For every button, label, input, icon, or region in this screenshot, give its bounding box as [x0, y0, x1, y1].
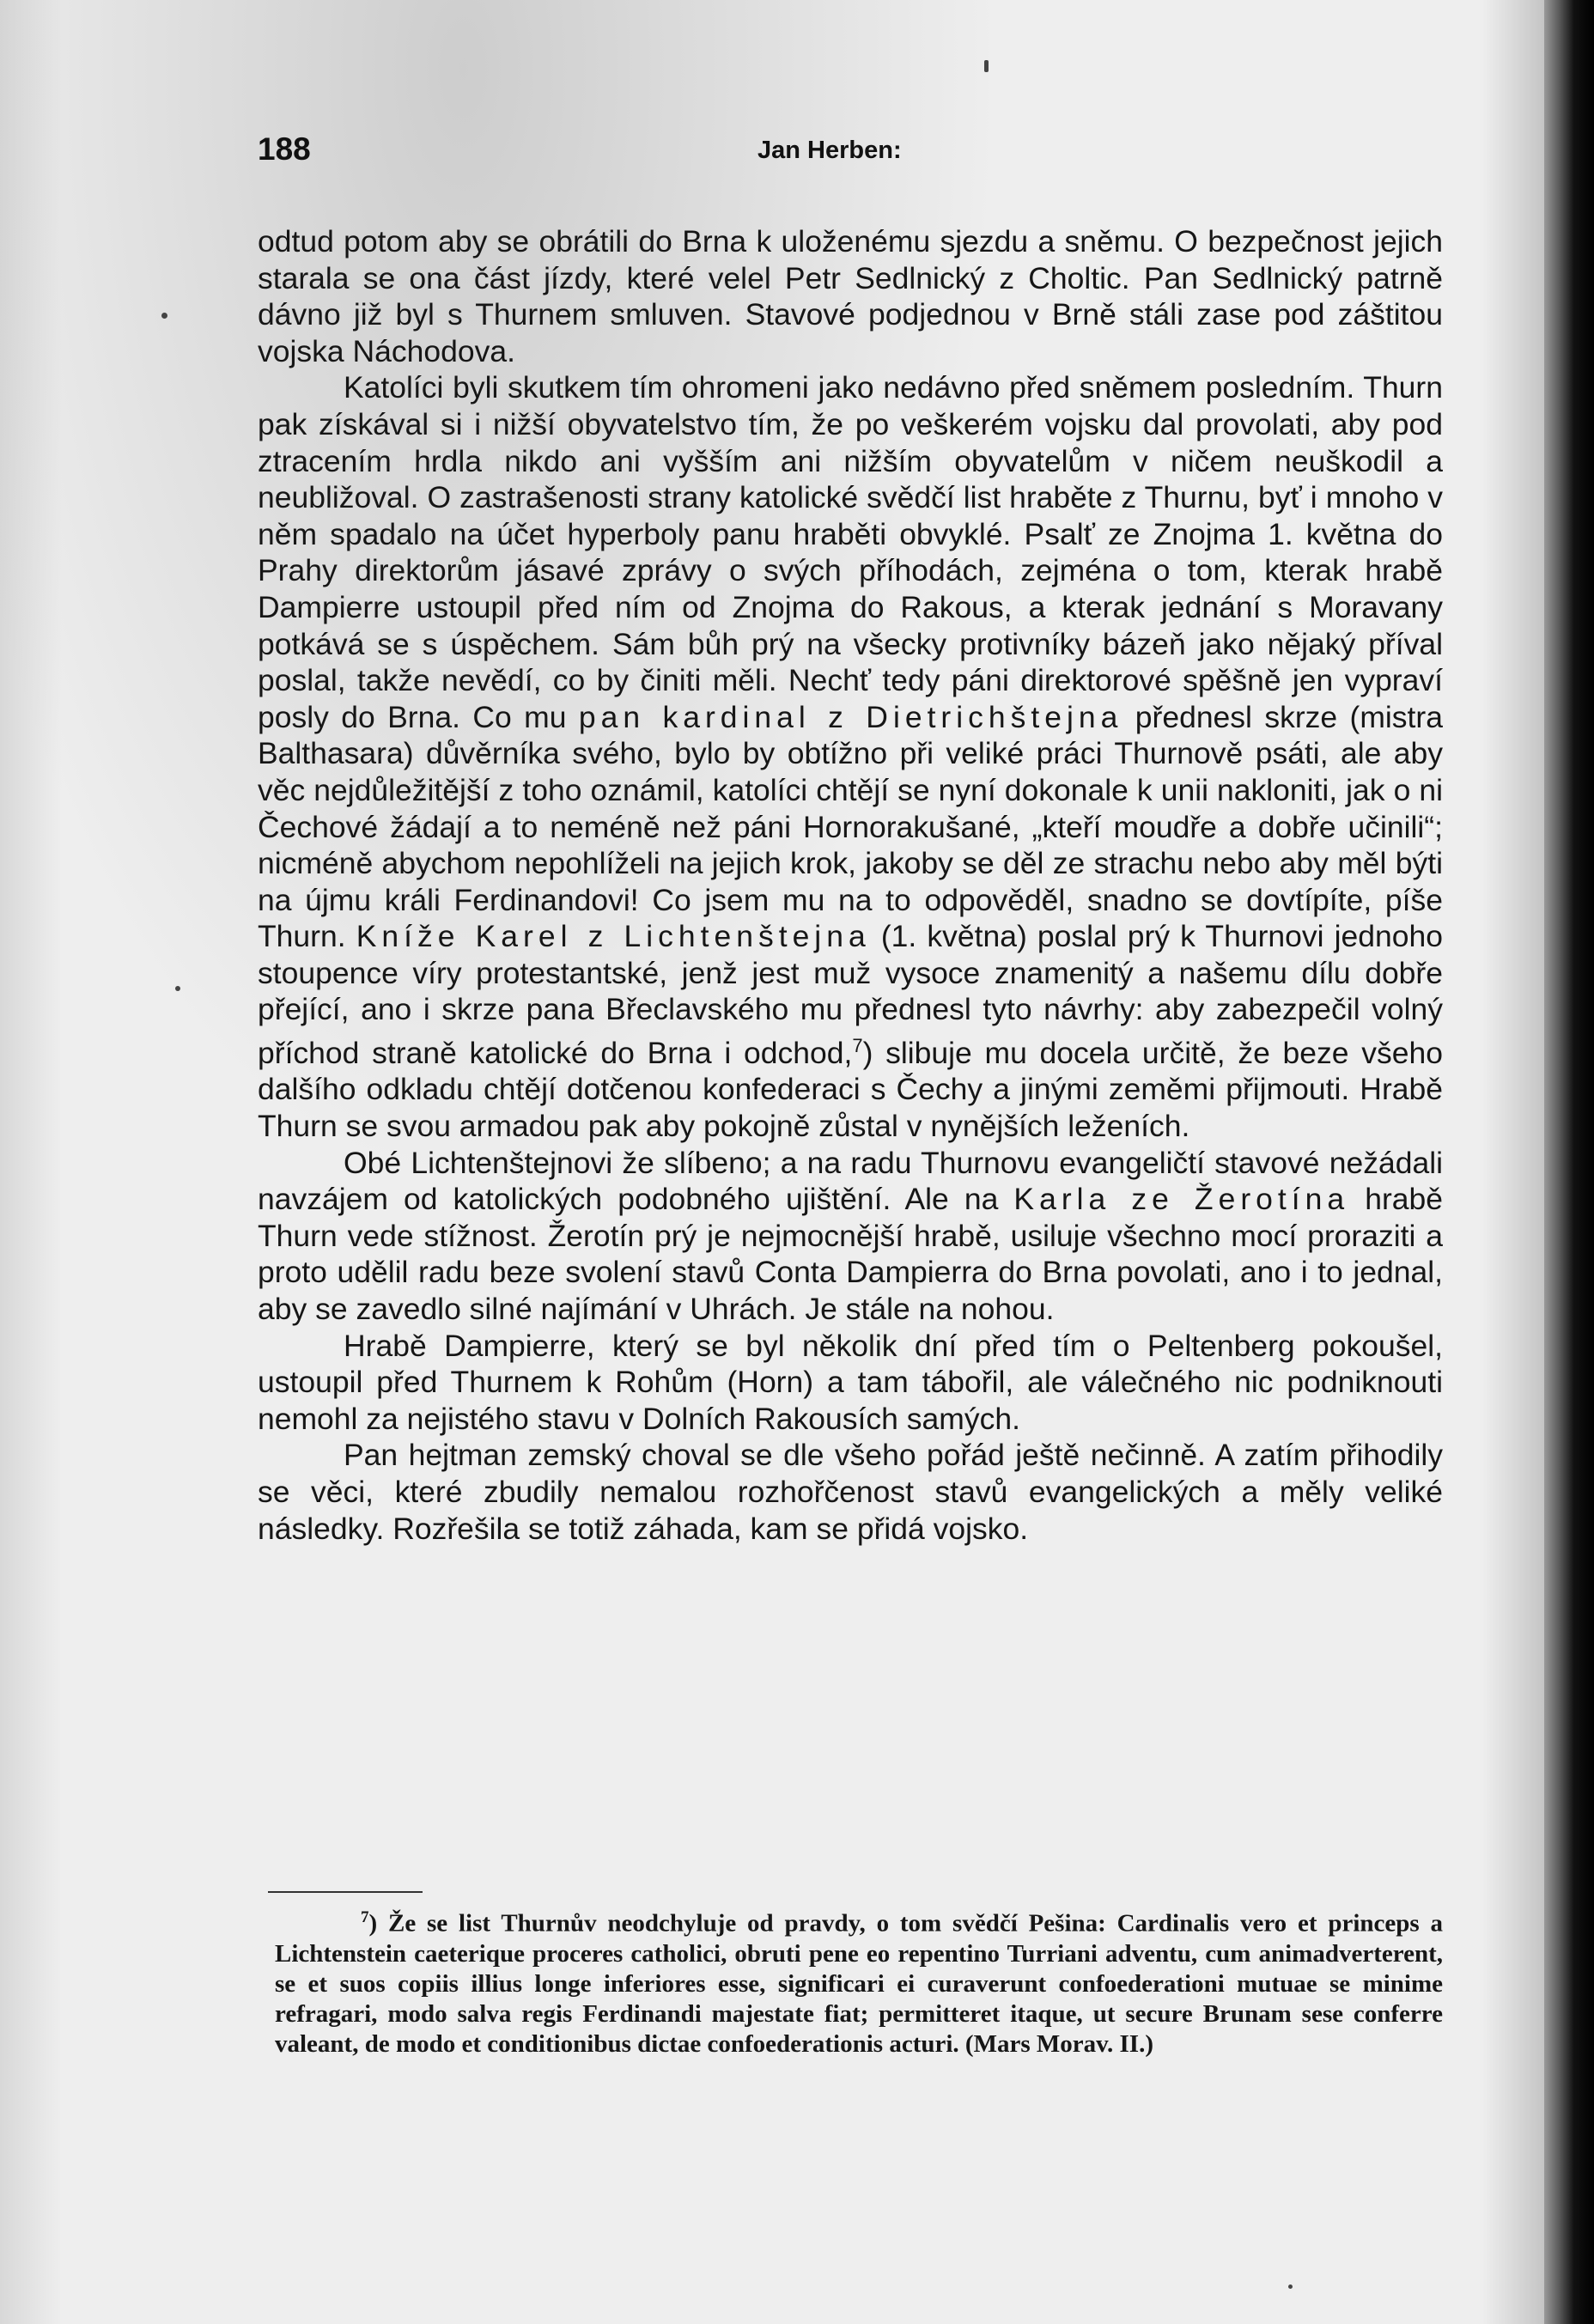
paragraph-2 [258, 369, 1443, 1144]
footnote-reference: 7 [852, 1035, 863, 1057]
footnote [275, 1902, 1443, 2059]
main-text [258, 223, 1443, 1547]
footnote-marker: 7 [361, 1908, 369, 1926]
spaced-name-lichtenstejn: Kníže Karel z Lichtenštejna [356, 919, 871, 954]
footnote-rule [268, 1891, 423, 1893]
footnote-body: ) Že se list Thurnův neodchyluje od pravdy, o tom svědčí Pešina: Cardinalis vero et princeps a Lichtenstein caeterique proceres catholici, obruti pene eo repentino Turriani adventu, cum animadverterent, se et suos copiis illius longe inferiores esse, significari ei curaverunt confoederationi mutuae se minime refragari, modo salva regis Ferdinandi majestate fiat; permitteret itaque, ut secure Brunam sese conferre valeant, de modo et conditionibus dictae confoederationis acturi. (Mars Morav. II.) [275, 1909, 1443, 2058]
spaced-name-zerotin: Karla ze Žerotína [1013, 1182, 1350, 1217]
spaced-name-kardinal: pan kardinal z Dietrichštejna [578, 699, 1123, 734]
scan-speck [161, 313, 167, 319]
running-head [258, 131, 1443, 174]
paragraph-2-part-c: přednesl skrze (mistra Balthasara) důvěrníka svého, bylo by obtížno při veliké práci Thurnově psáti, ale aby věc nejdůležitější z toho oznámil, katolíci chtějí se nyní dokonale k unii nakloniti, jak o ni Čechové žádají a to neméně než páni Hornorakušané, „kteří moudře a dobře učinili“; nicméně abychom nepohlíželi na jejich krok, jakoby se děl ze strachu nebo aby měl býti na újmu králi Ferdinandovi! Co jsem mu na to odpověděl, snadno se dovtípíte, píše Thurn. [258, 699, 1443, 954]
page-number: 188 [258, 131, 311, 167]
scan-speck [175, 986, 180, 991]
paragraph-5: Pan hejtman zemský choval se dle všeho pořád ještě nečinně. A zatím přihodily se věci, které zbudily nemalou rozhořčenost stavů evangelických a měly veliké následky. Rozřešila se totiž záhada, kam se přidá vojsko. [258, 1438, 1443, 1546]
footnote-text [275, 1902, 1443, 2059]
paragraph-2-part-e: (1. května) poslal prý k Thurnovi jednoho stoupence víry protestantské, jenž jest muž vysoce znamenitý a našemu dílu dobře přející, ano i skrze pana Břeclavského mu přednesl tyto návrhy: aby zabezpečil volný příchod straně katolické do Brna i odchod, [258, 919, 1443, 1070]
paragraph-4: Hrabě Dampierre, který se byl několik dní před tím o Peltenberg pokoušel, ustoupil před Thurnem k Rohům (Horn) a tam tábořil, ale válečného nic podniknouti nemohl za nejistého stavu v Dolních Rakousích samých. [258, 1328, 1443, 1436]
scan-right-edge [1544, 0, 1594, 2324]
paragraph-1: odtud potom aby se obrátili do Brna k uloženému sjezdu a sněmu. O bezpečnost jejich starala se ona část jízdy, které velel Petr Sedlnický z Choltic. Pan Sedlnický patrně dávno již byl s Thurnem smluven. Stavové podjednou v Brně stáli zase pod záštitou vojska Náchodova. [258, 224, 1443, 368]
paragraph-3-part-c: hrabě Thurn vede stížnost. Žerotín prý je nejmocnější hrabě, usiluje všechno mocí proraziti a proto udělil radu beze svolení stavů Conta Dampierra do Brna povolati, ano i to jednal, aby se zavedlo silné najímání v Uhrách. Je stále na nohou. [258, 1182, 1443, 1327]
paragraph-3 [258, 1145, 1443, 1328]
running-title: Jan Herben: [757, 137, 902, 164]
paragraph-3-part-a: Obé Lichtenštejnovi že slíbeno; a na radu Thurnovu evangeličtí stavové nežádali navzájem od katolických podobného ujištění. Ale na [258, 1145, 1443, 1217]
scan-speck [1288, 2284, 1293, 2289]
scan-speck [984, 60, 989, 72]
paragraph-2-part-f: ) slibuje mu docela určitě, že beze všeho dalšího odkladu chtějí dotčenou konfederaci s Čechy a jinými zeměmi přijmouti. Hrabě Thurn se svou armadou pak aby pokojně zůstal v nynějších leženích. [258, 1035, 1443, 1144]
paragraph-2-part-a: Katolíci byli skutkem tím ohromeni jako nedávno před sněmem posledním. Thurn pak získával si i nižší obyvatelstvo tím, že po veškerém vojsku dal provolati, aby pod ztracením hrdla nikdo ani vyšším ani nižším obyvatelům v ničem neuškodil a neubližoval. O zastrašenosti strany katolické svědčí list hraběte z Thurnu, byť i mnoho v něm spadalo na účet hyperboly panu hraběti obvyklé. Psalť ze Znojma 1. května do Prahy direktorům jásavé zprávy o svých příhodách, zejména o tom, kterak hrabě Dampierre ustoupil před ním od Znojma do Rakous, a kterak jednání s Moravany potkává se s úspěchem. Sám bůh prý na všecky protivníky bázeň jako nějaký příval poslal, takže nevědí, co by činiti měli. Nechť tedy páni direktorové spěšně jen vypraví posly do Brna. Co mu [258, 370, 1443, 734]
